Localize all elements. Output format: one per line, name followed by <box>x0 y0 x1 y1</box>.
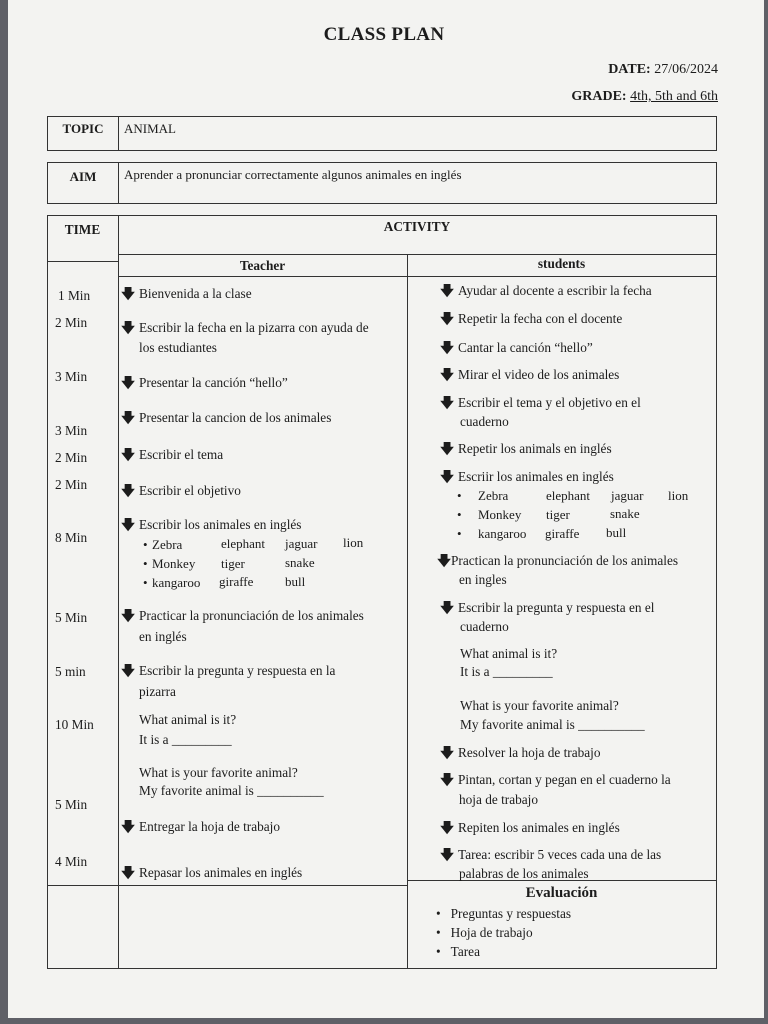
teacher-item-cont: los estudiantes <box>139 340 217 355</box>
down-arrow-bullet-icon: 🡇 <box>121 608 135 623</box>
down-arrow-bullet-icon: 🡇 <box>440 745 454 760</box>
time-cell: 10 Min <box>55 717 94 732</box>
time-cell: 2 Min <box>55 315 88 330</box>
date-value: 27/06/2024 <box>654 62 718 77</box>
down-arrow-bullet-icon: 🡇 <box>121 819 135 834</box>
teacher-question: What animal is it? <box>139 712 237 727</box>
animal-word: Zebra <box>152 537 183 552</box>
date-label: DATE: <box>608 62 651 77</box>
student-item: 🡇 Repiten los animales en inglés <box>440 820 620 835</box>
down-arrow-bullet-icon: 🡇 <box>440 772 454 787</box>
student-answer: It is a _________ <box>460 664 553 679</box>
teacher-question: What is your favorite animal? <box>139 765 298 780</box>
down-arrow-bullet-icon: 🡇 <box>440 847 454 862</box>
animal-word: Monkey <box>478 507 522 522</box>
down-arrow-bullet-icon: 🡇 <box>440 283 454 298</box>
time-cell: 3 Min <box>55 369 88 384</box>
teacher-item-cont: en inglés <box>139 629 187 644</box>
bullet-dot-icon: • <box>143 537 148 552</box>
animal-word: lion <box>343 535 364 550</box>
teacher-item-cont: pizarra <box>139 684 176 699</box>
evaluation-item: • Preguntas y respuestas <box>436 906 572 921</box>
down-arrow-bullet-icon: 🡇 <box>121 483 135 498</box>
down-arrow-bullet-icon: 🡇 <box>121 663 135 678</box>
student-item-cont: en ingles <box>459 572 507 587</box>
student-item: 🡇 Escribir el tema y el objetivo en el <box>440 395 641 410</box>
teacher-item: 🡇 Practicar la pronunciación de los animales <box>121 608 364 623</box>
teacher-answer: My favorite animal is __________ <box>139 783 324 798</box>
grade-label: GRADE: <box>571 89 627 104</box>
grade-line <box>571 89 718 105</box>
down-arrow-bullet-icon: 🡇 <box>440 340 454 355</box>
animal-word: Monkey <box>152 556 196 571</box>
animal-word: bull <box>285 574 306 589</box>
bullet-dot-icon: • <box>457 507 462 522</box>
evaluation-title: Evaluación <box>525 885 598 901</box>
student-item: 🡇 Tarea: escribir 5 veces cada una de las <box>440 847 662 862</box>
animal-word: lion <box>668 488 689 503</box>
student-item: 🡇 Cantar la canción “hello” <box>440 340 593 355</box>
animal-word: snake <box>285 555 315 570</box>
student-item: 🡇 Escriir los animales en inglés <box>440 469 614 484</box>
time-cell: 2 Min <box>55 477 88 492</box>
teacher-item: 🡇 Entregar la hoja de trabajo <box>121 819 281 834</box>
bullet-dot-icon: • <box>436 925 441 940</box>
bullet-dot-icon: • <box>457 526 462 541</box>
time-cell: 8 Min <box>55 530 88 545</box>
animal-word: elephant <box>546 488 591 503</box>
animal-word: kangaroo <box>152 575 201 590</box>
teacher-item: 🡇 Presentar la canción “hello” <box>121 375 288 390</box>
evaluation-item: • Hoja de trabajo <box>436 925 533 940</box>
down-arrow-bullet-icon: 🡇 <box>440 367 454 382</box>
time-header: TIME <box>64 222 101 237</box>
teacher-item: 🡇 Presentar la cancion de los animales <box>121 410 332 425</box>
topic-table <box>47 116 717 151</box>
bullet-dot-icon: • <box>143 575 148 590</box>
teacher-item: 🡇 Escribir los animales en inglés <box>121 517 302 532</box>
down-arrow-bullet-icon: 🡇 <box>121 286 135 301</box>
student-item: 🡇 Pintan, cortan y pegan en el cuaderno la <box>440 772 671 787</box>
down-arrow-bullet-icon: 🡇 <box>121 865 135 880</box>
down-arrow-bullet-icon: 🡇 <box>121 517 135 532</box>
bullet-dot-icon: • <box>457 488 462 503</box>
animal-word: tiger <box>221 556 245 571</box>
student-item: 🡇 Resolver la hoja de trabajo <box>440 745 601 760</box>
student-item: 🡇 Repetir los animals en inglés <box>440 441 612 456</box>
student-question: What animal is it? <box>460 646 558 661</box>
down-arrow-bullet-icon: 🡇 <box>440 395 454 410</box>
student-item-cont: cuaderno <box>460 619 509 634</box>
teacher-item: 🡇 Repasar los animales en inglés <box>121 865 303 880</box>
time-cell: 2 Min <box>55 450 88 465</box>
down-arrow-bullet-icon: 🡇 <box>121 447 135 462</box>
bullet-dot-icon: • <box>436 906 441 921</box>
down-arrow-bullet-icon: 🡇 <box>121 410 135 425</box>
down-arrow-bullet-icon: 🡇 <box>440 469 454 484</box>
down-arrow-bullet-icon: 🡇 <box>437 553 451 568</box>
student-item-cont: cuaderno <box>460 414 509 429</box>
animal-word: kangaroo <box>478 526 527 541</box>
down-arrow-bullet-icon: 🡇 <box>440 441 454 456</box>
bullet-dot-icon: • <box>143 556 148 571</box>
student-item: 🡇 Repetir la fecha con el docente <box>440 311 623 326</box>
student-item: 🡇 Escribir la pregunta y respuesta en el <box>440 600 655 615</box>
grade-value: 4th, 5th and 6th <box>630 89 718 104</box>
student-item: 🡇 Ayudar al docente a escribir la fecha <box>440 283 652 298</box>
student-item: 🡇Practican la pronunciación de los animales <box>437 553 679 568</box>
time-cell: 1 Min <box>58 288 91 303</box>
animal-word: giraffe <box>545 526 580 541</box>
down-arrow-bullet-icon: 🡇 <box>121 375 135 390</box>
time-cell: 3 Min <box>55 423 88 438</box>
teacher-answer: It is a _________ <box>139 732 232 747</box>
down-arrow-bullet-icon: 🡇 <box>440 311 454 326</box>
date-line <box>608 62 718 78</box>
student-question: What is your favorite animal? <box>460 698 619 713</box>
aim-label: AIM <box>48 163 119 204</box>
teacher-item: 🡇 Escribir el tema <box>121 447 224 462</box>
teacher-item: 🡇 Escribir el objetivo <box>121 483 241 498</box>
animal-word: bull <box>606 525 627 540</box>
topic-label: TOPIC <box>48 117 119 151</box>
teacher-item: 🡇 Escribir la pregunta y respuesta en la <box>121 663 336 678</box>
teacher-header: Teacher <box>239 258 286 273</box>
down-arrow-bullet-icon: 🡇 <box>121 320 135 335</box>
animal-word: snake <box>610 506 640 521</box>
bullet-dot-icon: • <box>436 944 441 959</box>
teacher-item: 🡇 Bienvenida a la clase <box>121 286 252 301</box>
animal-word: tiger <box>546 507 570 522</box>
student-item-cont: hoja de trabajo <box>459 792 539 807</box>
time-cell: 5 min <box>55 664 86 679</box>
student-item-cont: palabras de los animales <box>459 866 589 881</box>
topic-value: ANIMAL <box>119 117 717 151</box>
students-header: students <box>537 256 586 271</box>
animal-word: elephant <box>221 536 266 551</box>
down-arrow-bullet-icon: 🡇 <box>440 820 454 835</box>
activity-header: ACTIVITY <box>383 219 451 234</box>
teacher-item: 🡇 Escribir la fecha en la pizarra con ayuda de <box>121 320 369 335</box>
animal-word: jaguar <box>285 536 318 551</box>
aim-table <box>47 162 717 204</box>
time-cell: 5 Min <box>55 610 88 625</box>
animal-word: giraffe <box>219 574 254 589</box>
time-cell: 5 Min <box>55 797 88 812</box>
aim-value: Aprender a pronunciar correctamente algunos animales en inglés <box>119 163 717 204</box>
down-arrow-bullet-icon: 🡇 <box>440 600 454 615</box>
student-item: 🡇 Mirar el video de los animales <box>440 367 620 382</box>
student-answer: My favorite animal is __________ <box>460 717 645 732</box>
page-title: CLASS PLAN <box>323 24 445 45</box>
time-cell: 4 Min <box>55 854 88 869</box>
animal-word: Zebra <box>478 488 509 503</box>
evaluation-item: • Tarea <box>436 944 480 959</box>
animal-word: jaguar <box>611 488 644 503</box>
